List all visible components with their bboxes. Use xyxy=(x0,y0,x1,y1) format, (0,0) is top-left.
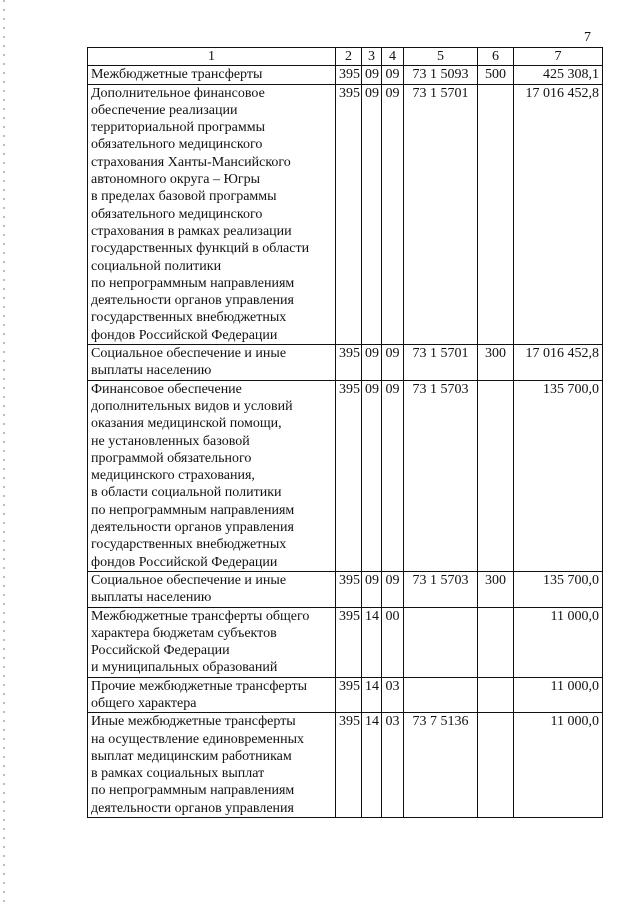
section-cell: 09 xyxy=(362,380,382,571)
admin-code-cell: 395 xyxy=(336,345,362,381)
amount-cell: 425 308,1 xyxy=(514,66,603,84)
table-row xyxy=(88,607,603,677)
admin-code-cell: 395 xyxy=(336,607,362,677)
scan-edge-dots xyxy=(3,0,5,905)
table-row xyxy=(88,84,603,344)
admin-code-cell: 395 xyxy=(336,571,362,607)
subsection-cell: 09 xyxy=(382,571,404,607)
target-item-cell: 73 1 5703 xyxy=(404,380,478,571)
header-cell: 3 xyxy=(362,48,382,66)
section-cell: 14 xyxy=(362,713,382,818)
section-cell: 09 xyxy=(362,571,382,607)
target-item-cell: 73 1 5093 xyxy=(404,66,478,84)
table-row xyxy=(88,677,603,713)
expense-type-cell xyxy=(478,84,514,344)
target-item-cell: 73 7 5136 xyxy=(404,713,478,818)
admin-code-cell: 395 xyxy=(336,713,362,818)
header-cell: 4 xyxy=(382,48,404,66)
header-cell: 5 xyxy=(404,48,478,66)
amount-cell: 135 700,0 xyxy=(514,571,603,607)
header-cell: 6 xyxy=(478,48,514,66)
target-item-cell xyxy=(404,677,478,713)
subsection-cell: 03 xyxy=(382,677,404,713)
target-item-cell: 73 1 5701 xyxy=(404,345,478,381)
subsection-cell: 09 xyxy=(382,380,404,571)
header-cell: 2 xyxy=(336,48,362,66)
expense-type-cell xyxy=(478,380,514,571)
budget-table xyxy=(87,47,603,818)
row-name-cell: Социальное обеспечение и иные выплаты населению xyxy=(88,345,336,381)
row-name-cell: Иные межбюджетные трансферты на осуществление единовременных выплат медицинским работникам в рамках социальных выплат по непрограммным направлениям деятельности органов управления xyxy=(88,713,336,818)
amount-cell: 17 016 452,8 xyxy=(514,345,603,381)
row-name-cell: Межбюджетные трансферты общего характера бюджетам субъектов Российской Федерации и муниципальных образований xyxy=(88,607,336,677)
expense-type-cell: 300 xyxy=(478,571,514,607)
target-item-cell: 73 1 5703 xyxy=(404,571,478,607)
section-cell: 09 xyxy=(362,84,382,344)
amount-cell: 11 000,0 xyxy=(514,607,603,677)
subsection-cell: 09 xyxy=(382,66,404,84)
section-cell: 14 xyxy=(362,677,382,713)
admin-code-cell: 395 xyxy=(336,84,362,344)
header-row xyxy=(88,48,603,66)
admin-code-cell: 395 xyxy=(336,380,362,571)
expense-type-cell xyxy=(478,607,514,677)
subsection-cell: 09 xyxy=(382,345,404,381)
table-row xyxy=(88,380,603,571)
row-name-cell: Дополнительное финансовое обеспечение реализации территориальной программы обязательного медицинского страхования Ханты-Мансийского автономного округа – Югры в пределах базовой программы обязательного медицинского страхования в рамках реализации государственных функций в области социальной политики по непрограммным направлениям деятельности органов управления государственных внебюджетных фондов Российской Федерации xyxy=(88,84,336,344)
subsection-cell: 03 xyxy=(382,713,404,818)
amount-cell: 11 000,0 xyxy=(514,677,603,713)
table-row xyxy=(88,66,603,84)
subsection-cell: 00 xyxy=(382,607,404,677)
expense-type-cell: 300 xyxy=(478,345,514,381)
expense-type-cell xyxy=(478,677,514,713)
row-name-cell: Финансовое обеспечение дополнительных видов и условий оказания медицинской помощи, не установленных базовой программой обязательного медицинского страхования, в области социальной политики по непрограммным направлениям деятельности органов управления государственных внебюджетных фондов Российской Федерации xyxy=(88,380,336,571)
header-cell: 1 xyxy=(88,48,336,66)
expense-type-cell xyxy=(478,713,514,818)
row-name-cell: Прочие межбюджетные трансферты общего характера xyxy=(88,677,336,713)
target-item-cell: 73 1 5701 xyxy=(404,84,478,344)
target-item-cell xyxy=(404,607,478,677)
amount-cell: 11 000,0 xyxy=(514,713,603,818)
page-number: 7 xyxy=(584,30,591,45)
admin-code-cell: 395 xyxy=(336,677,362,713)
expense-type-cell: 500 xyxy=(478,66,514,84)
section-cell: 09 xyxy=(362,345,382,381)
section-cell: 09 xyxy=(362,66,382,84)
row-name-cell: Социальное обеспечение и иные выплаты населению xyxy=(88,571,336,607)
table-row xyxy=(88,713,603,818)
subsection-cell: 09 xyxy=(382,84,404,344)
table-row xyxy=(88,571,603,607)
amount-cell: 135 700,0 xyxy=(514,380,603,571)
row-name-cell: Межбюджетные трансферты xyxy=(88,66,336,84)
header-cell: 7 xyxy=(514,48,603,66)
amount-cell: 17 016 452,8 xyxy=(514,84,603,344)
table-row xyxy=(88,345,603,381)
section-cell: 14 xyxy=(362,607,382,677)
admin-code-cell: 395 xyxy=(336,66,362,84)
